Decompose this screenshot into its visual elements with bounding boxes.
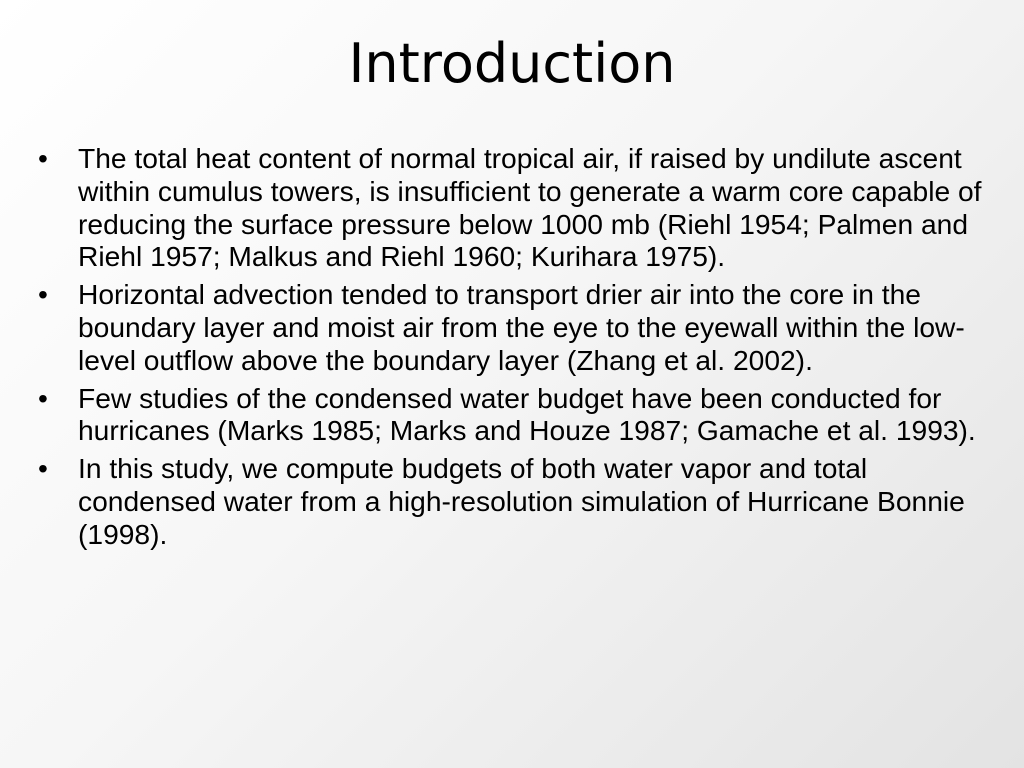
bullet-text: The total heat content of normal tropical air, if raised by undilute ascent within cumulus towers, is insufficient to generate a warm core capable of reducing the surface pressure below 1000 mb (Riehl 1954; Palmen and Riehl 1957; Malkus and Riehl 1960; Kurihara 1975). <box>78 142 982 273</box>
bullet-item <box>34 278 984 376</box>
bullet-item <box>34 382 984 448</box>
slide-title: Introduction <box>348 32 676 95</box>
bullet-dot-icon: • <box>38 142 48 174</box>
bullet-dot-icon: • <box>38 381 48 414</box>
bullet-list <box>34 142 984 556</box>
bullet-dot-icon: • <box>38 278 48 311</box>
bullet-text: Horizontal advection tended to transport drier air into the core in the boundary layer and moist air from the eye to the eyewall within the low-level outflow above the boundary layer (Zhang et al. 2002). <box>78 278 965 376</box>
bullet-text: Few studies of the condensed water budget have been conducted for hurricanes (Marks 1985; Marks and Houze 1987; Gamache et al. 1993). <box>78 381 976 447</box>
bullet-dot-icon: • <box>38 452 48 485</box>
bullet-text: In this study, we compute budgets of both water vapor and total condensed water from a high-resolution simulation of Hurricane Bonnie (1998). <box>78 452 965 550</box>
bullet-item <box>34 452 984 550</box>
bullet-item <box>34 142 984 273</box>
